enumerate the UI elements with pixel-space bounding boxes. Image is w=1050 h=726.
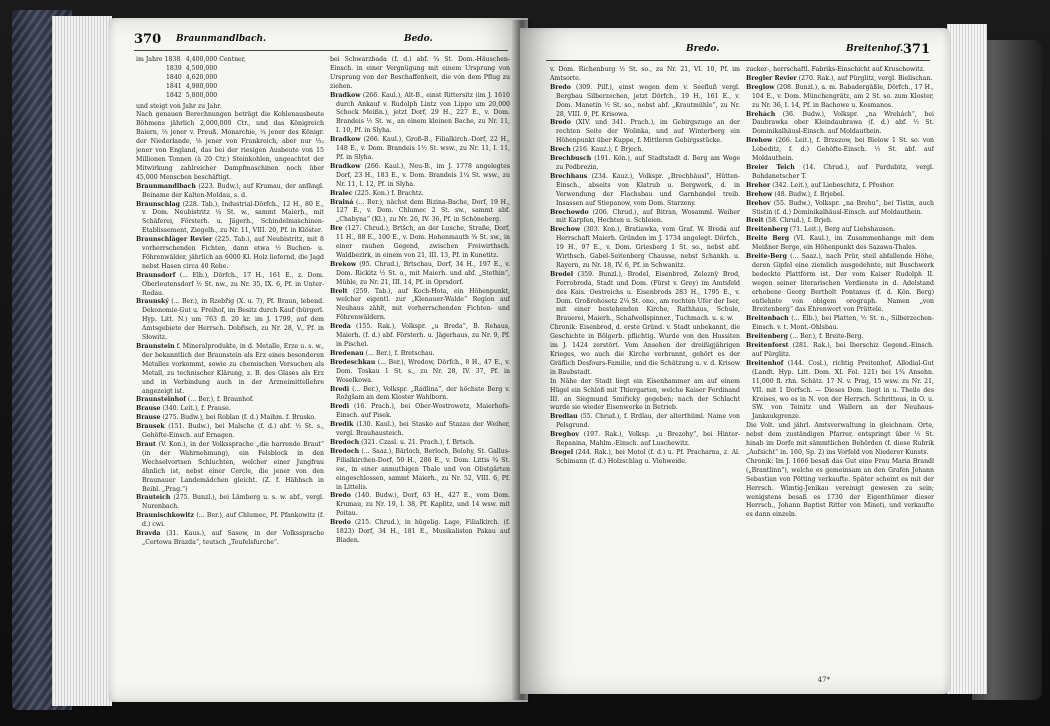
- entry-text: und steigt von Jahr zu Jahr.: [136, 102, 222, 110]
- dictionary-entry: [746, 182, 934, 191]
- dictionary-entry: [330, 225, 510, 261]
- entry-text: (... Ber.), f. Bretschau.: [365, 349, 435, 357]
- right-page-header: [546, 42, 930, 60]
- dictionary-entry: [746, 75, 934, 84]
- entry-headword: Bredik: [330, 421, 354, 429]
- dictionary-entry: [550, 66, 740, 84]
- dictionary-entry: [746, 66, 934, 75]
- entry-text: (266. Kaul.), Neu-B., im J. 1778 angelegtes Dorf, 23 H., 183 E., v. Dom. Brandeis 1¼ St. wsw., zu Nr. 11, I. 12, Pf. in Slyha.: [336, 162, 510, 188]
- entry-text: (V. Kon.), in der Volkssprache „die harrende Braut“ (in der Wahrnehmung), ein Felsblock in den Wechselvortsen Schluchten, welcher einer Jungfrau ähnlich ist, nebst einer Cercle, die jener von den Braunauer Landemädchen gleicht. (Z. f. Hähhsch in Beibl. „Prag.“): [142, 440, 324, 493]
- dictionary-entry: [136, 530, 324, 548]
- entry-text: (309. Pilf.), einst wegen dem v. Seefluß vergl. Bergbau Silberzechen, jetzt Dörfch., 19 H., 161 E., v. Dom. Manetin ½ St. so., nebst abf. „Krautmühle“, zu Nr. 28, VIII. 9, Pf. Krisowa.: [556, 83, 740, 118]
- signature-mark: 47*: [817, 676, 830, 684]
- left-running-head-right: Bedo.: [404, 34, 433, 44]
- entry-headword: Bradkow: [330, 91, 361, 99]
- stats-value: 4,980,000: [185, 82, 218, 90]
- entry-text: (275. Budw.), bei Roblan (f. d.) Maihm. f. Brusko.: [162, 414, 316, 422]
- left-header-rule: [134, 50, 508, 51]
- entry-headword: Brehách: [746, 110, 776, 118]
- entry-text: f. Mineralprodukte, in d. Metalle, Erze u. s. w., der bekanntlich der Braunstein als Erz eines besonderen Metalles vorkommt, sowie zu chemischen Versuchen als Metall, zu technischer Klärung, z. B. des Glases als Erz und in Verbindung auch in der Arzneimittellehre angezeigt ist.: [142, 343, 324, 395]
- entry-text: (234. Kauz.), Volkspr. „Brechhäusl“, Hütten-Einsch., abseits von Klatrub u. Bergwerk, d. in Verwendung der Flachsbau und Garnbandel treib. Insassen auf Stiepanow, vom Dom. Starzeny.: [556, 172, 740, 207]
- entry-text: (321. Czasl. u. 21. Prach.), f. Brtsch.: [361, 438, 475, 446]
- left-page-header: [134, 32, 508, 50]
- entry-headword: Breite Berg: [746, 235, 790, 243]
- dictionary-entry: [746, 342, 934, 360]
- dictionary-entry: [746, 111, 934, 138]
- dictionary-entry: [136, 423, 324, 441]
- entry-headword: Breite-Berg: [746, 253, 787, 261]
- entry-headword: Braunschläger Revier: [136, 236, 213, 244]
- entry-headword: Brekow: [330, 260, 357, 268]
- entry-headword: Brechowdo: [550, 208, 589, 216]
- open-book: [12, 10, 1042, 710]
- entry-text: (216. Kauz.), f. Brjech.: [572, 146, 644, 154]
- dictionary-entry: [746, 360, 934, 422]
- entry-headword: Breitenhof: [746, 359, 784, 367]
- dictionary-entry: [550, 431, 740, 449]
- entry-headword: Breitenforst: [746, 342, 789, 350]
- entry-text: (... Ber.), auf Chlumec, Pf. Pfankowitz (f. d.) cwi.: [142, 512, 324, 529]
- dictionary-entry: [330, 359, 510, 386]
- entry-headword: Brechow: [550, 226, 581, 234]
- entry-headword: Brechhaus: [550, 172, 588, 180]
- left-column-2: [330, 56, 510, 686]
- entry-text: (155. Rak.), Volkspr. „u Breda“, B. Rehaus, Maierh. (f. d.) abf. Försterh. u. Jägerhaus, zu Nr. 9, Pf. in Pischel.: [336, 323, 510, 348]
- dictionary-entry: [746, 191, 934, 200]
- entry-text: Chronik: Eisenbrod, d. erste Gründ. v. Stadt unbekannt, die Geschichte in Bölgerb. pflichtig. Wurde von den Hussiten im J. 1424 zerstört. Vom Ansehen der dreißigjährigen Krieges, wo auch die Kirche verbrannt, gehört es der Gräflich Desfours-Familie, und die Schätzung u. v. d. Krisow in Baubstadt.: [550, 324, 740, 376]
- entry-text: (244. Rak.), bei Motol (f. d.) u. Pf. Pracharna, z. Al. Schimann (f. d.) Holzschlag u. Viehweide.: [556, 448, 740, 465]
- entry-headword: Brech: [550, 146, 571, 154]
- entry-headword: Bredo: [330, 519, 351, 527]
- entry-headword: Brelt: [330, 287, 348, 295]
- stats-row: [136, 92, 250, 101]
- entry-text: Nach genauen Berechnungen beträgt die Kohlenausbeute Böhmens jährlich 2,000,000 Ctr., und das Königreich Baiern, ⅓ jener v. Preuß. Monarchie, ¼ jener des Königr. der Niederlande, ⅛ jener von Frankreich, aber nur ⅓₂ jener von England, das bei der riesigen Ausbeute von 15 Millionen Tonnen (à 20 Ctr.) Steinkohlen, ungeachtet der Mitwirkung zahlreicher Dampfmaschinen noch über 45,000 Menschen beschäftigt.: [136, 111, 324, 181]
- entry-headword: Breitenberg: [746, 333, 788, 341]
- stats-year: 1841: [166, 82, 182, 90]
- stats-value: 4,500,000: [185, 64, 218, 72]
- dictionary-entry: [550, 226, 740, 271]
- entry-text: (223. Budw.), auf Krumau, der anfängl. Beiname der Kalten-Moldau, s. d.: [142, 182, 324, 199]
- entry-headword: Braunmandlbach: [136, 182, 196, 190]
- entry-headword: Bredel: [550, 270, 574, 278]
- dictionary-entry: [746, 217, 934, 226]
- dictionary-entry: [136, 103, 324, 112]
- entry-text: (281. Rak.), bei Iberschiz Gegend.-Einsch. auf Pürglitz.: [752, 342, 934, 358]
- entry-headword: Braunský: [136, 298, 169, 306]
- entry-headword: Brehow: [746, 190, 773, 198]
- entry-text: Chronik: Im J. 1666 besaß das Gut eine Frau Maria Brandl („Brantlinn“), welche es gemeinsam an den Grafen Johann Sebastian von Pötting verkaufte. Später scheint es mit der Herrsch. Wimtig-Jenikau vereinigt gewesen zu sein; wenigstens besaß es 1730 der Eigenthümer dieser Herrsch., Johann Baptist Ritter von Mineti, und verkaufte es dann einzeln.: [746, 457, 934, 519]
- stats-value: 5,800,000: [185, 91, 218, 99]
- entry-text: (... Elb.), Dörfch., 17 H., 161 E., z. Dom. Oberleutensdorf ½ St. nw., zu Nr. 35, IX. 6, Pf. in Unter-Rodau.: [142, 271, 324, 297]
- entry-text: (342. Leit.), auf Liebeschitz, f. Přeshor.: [772, 181, 895, 189]
- dictionary-entry: [136, 272, 324, 299]
- entry-text: (266. Leit.), f. Brzezow, bei Bielow 1 St. so. von Lobeditz, f. d.) Gehöfte-Einsch. ½ St. abf. auf Moldauthein.: [752, 137, 934, 163]
- dictionary-entry: [330, 403, 510, 421]
- entry-text: (303. Kon.), Bratiawka, vom Graf. W. Breda auf Herrschaft Maierh. Gründen im J. 1734 angelegt. Dörfch., 19 H., 97 E., v. Dom. Griesberg 1 St. so., nebst abf. Wirthsch. Gabel-Seitenberg Chausse, nebst Schankh. u. Rayern, zu Nr. 18, IV. 6, Pf. in Schwanitz.: [556, 226, 740, 269]
- dictionary-entry: [136, 111, 324, 182]
- entry-text: In Nähe der Stadt liegt ein Eisenhammer am auf einem Hügel ein Schloß mit Thiergarten, welche Kaiser Ferdinand III. an Siegmund Smiřicky gegeben; nach der Schlacht wurde sie wieder Eisenwerke in Betrieb.: [550, 377, 740, 412]
- entry-text: (... Ber.), f. Braunhof.: [187, 396, 254, 404]
- entry-headword: Bregel: [550, 448, 574, 456]
- stats-row: [136, 65, 250, 74]
- entry-headword: Bredoch: [330, 447, 360, 455]
- entry-text: (16. Prach.), bei Ober-Wostrowetz, Maierhofs-Einsch. auf Pisek.: [336, 403, 510, 420]
- entry-text: (... Saaz.), Bärloch, Berloch, Belohy, St. Gallus-Filialkirchen-Dorf, 50 H., 286 E., v. Dom. Littis ¾ St. sw., in einer anmuthigen Thale und von Obstgärten eingeschlossen, sammt Maierh., zu Nr. 52, VIII. 6, Pf. in Littelis.: [336, 447, 510, 491]
- entry-text: (14. Chrud.), auf Pardubitz, vergl. Bohdanetscher T.: [752, 163, 934, 180]
- dictionary-entry: [550, 271, 740, 324]
- entry-text: (140. Budw.), Dorf, 63 H., 427 E., vom Dom. Krumau, zu Nr. 19, I. 38, Pf. Kaplitz, und 14 wsw. mit Poitau.: [336, 492, 510, 518]
- entry-headword: Braunsteinhof: [136, 396, 186, 404]
- entry-text: (225. Tab.), auf Neubistritz, mit 8 vorherrschenden Fichten, dann etwa ½ Buchen- u. Föhrenwälder, jährlich an 6000 Kl. Holz liefernd, die Jagd nebst Hasen circa 40 Rehe.: [142, 236, 324, 270]
- entry-headword: Brauteich: [136, 494, 171, 502]
- entry-text: (266. Kaul.), Groß-B., Filialkirch.-Dorf, 22 H., 148 E., v. Dom. Brandeis 1½ St. wsw., zu Nr. 11, I. 11, Pf. in Slyha.: [336, 136, 510, 161]
- dictionary-entry: [136, 512, 324, 530]
- dictionary-entry: [550, 84, 740, 120]
- right-running-head-right: Breitenhof.: [846, 44, 904, 54]
- dictionary-entry: [550, 209, 740, 227]
- dictionary-entry: [330, 350, 510, 359]
- entry-headword: Bralná: [330, 198, 354, 206]
- entry-headword: Breitenbach: [746, 315, 789, 323]
- entry-text: (225. Kon.) f. Brachtz.: [354, 189, 424, 197]
- entry-headword: Bredlau: [550, 413, 578, 421]
- entry-headword: Brause: [136, 414, 161, 422]
- right-page: [520, 28, 950, 694]
- entry-text: (95. Chrud.), Brtschau, Dorf, 34 H., 197 E., v. Dom. Rickitz ½ St. o., mit Maierh. und abf. „Stethin“, Mühle, zu Nr. 21, III. 14, Pf. in Oprsdorf.: [336, 260, 510, 286]
- entry-headword: Breghov: [550, 431, 579, 439]
- entry-headword: Bradkow: [330, 162, 361, 170]
- entry-text: (58. Chrud.), f. Brjeh.: [765, 217, 833, 225]
- entry-headword: Brause: [136, 405, 161, 413]
- dictionary-entry: [550, 449, 740, 467]
- entry-headword: Breier Teich: [746, 163, 795, 171]
- entry-text: (151. Budw.), bei Malsche (f. d.) abf. ½ St. s., Gehöfte-Einsch. auf Ernagen.: [142, 423, 324, 440]
- dictionary-entry: [330, 386, 510, 404]
- entry-text: (31. Kaus.), auf Sasow, in der Volkssprache „Certowa Brazda“, teutsch „Teufelsfurche“.: [142, 530, 324, 546]
- stats-row: [136, 74, 250, 83]
- entry-text: (... Ber.), nächst dem Bizina-Bache, Dorf, 19 H., 127 E., v. Dom. Chlumec 2 St. sw., sammt abf. „Chabyna“ (Kl.), zu Nr. 26, IV. 36, Pf. in Schöneberg.: [336, 198, 510, 224]
- entry-text: (215. Chrud.), in hügelig. Lage, Filialkirch. (f. 1823) Dorf, 34 H., 181 E., Musikalisten Pakau auf Bladen.: [336, 519, 510, 544]
- entry-headword: Brausek: [136, 423, 165, 431]
- dictionary-entry: [136, 441, 324, 494]
- left-page: [108, 18, 528, 702]
- dictionary-entry: [746, 137, 934, 164]
- dictionary-entry: [746, 422, 934, 458]
- dictionary-entry: [330, 190, 510, 199]
- entry-text: (71. Leit.), Berg auf Liebshausen.: [789, 226, 896, 234]
- entry-headword: Brechbusch: [550, 155, 592, 163]
- entry-headword: Braunsdorf: [136, 271, 176, 279]
- stats-row: [136, 83, 250, 92]
- dictionary-entry: [330, 56, 510, 92]
- entry-text: Die Volt. und jährl. Amtsverwaltung in gleichnam. Orte, nebst dem zuständigen Pfarrer, entspringt über ½ St. hinab im Dorfe mit sämmtlichen Behörden (f. diese Rubrik „Aufsicht“ in. 160, Sp. 2) ins Vorfeld von Niederer Kunsts.: [746, 422, 934, 456]
- entry-headword: Bre: [330, 225, 343, 233]
- dictionary-entry: [330, 163, 510, 190]
- entry-text: (340. Leit.), f. Prause.: [162, 405, 231, 413]
- dictionary-entry: [330, 439, 510, 448]
- coal-statistics-table: [136, 56, 250, 101]
- page-edges-left: [52, 16, 112, 706]
- dictionary-entry: [746, 226, 934, 235]
- entry-headword: Braunischkowitz: [136, 512, 195, 520]
- entry-text: (... Ber.), f. Breite-Berg.: [789, 333, 864, 341]
- dictionary-entry: [746, 315, 934, 333]
- dictionary-entry: [330, 323, 510, 350]
- entry-text: (208. Bunzl.), a. m. Babadergäßle, Dörfch., 17 H., 104 E., v. Dom. Münchengrätz, am 2 St. so. zum Kloster, zu Nr. 36, I. 14, Pf. in Bachowe u. Kosmanos.: [752, 83, 934, 109]
- entry-text: (... Ber.), in Rzebřig (X. u. 7), Pf. Braun, lebend. Dekonomie-Gut u. Freihof, im Besitz durch Kauf (bürgerl. Hyp. Litt. N.) um 763 fl. 20 kr. im J. 1799, auf dem Amtsgebiete der Herrsch. Dobřisch, zu Nr. 28, V., Pf. in Słowitz.: [142, 298, 324, 342]
- dictionary-entry: [550, 173, 740, 209]
- stats-year: 1839: [166, 64, 182, 72]
- entry-headword: Bredeschkau: [330, 358, 376, 366]
- entry-headword: Bredi: [330, 403, 350, 411]
- dictionary-entry: [746, 333, 934, 342]
- entry-text: (266. Kaul.), Alt-B., einst Rittersitz (im J. 1610 durch Ankauf v. Rudolph Lintz von Lippo um 20,000 Schock Meißn.), jetzt Dorf, 29 H., 227 E., v. Dom. Brandeis ½ St. w., an einem kleinen Bache, zu Nr. 11, I. 10, Pf. in Slyha.: [336, 91, 510, 135]
- entry-headword: Bregler Revier: [746, 74, 797, 82]
- dictionary-entry: [550, 324, 740, 377]
- entry-headword: Bravda: [136, 530, 161, 538]
- dictionary-entry: [746, 200, 934, 218]
- stats-year: 1842: [166, 91, 182, 99]
- entry-headword: Bredoch: [330, 438, 360, 446]
- entry-headword: Braut: [136, 440, 156, 448]
- entry-headword: Brehov: [746, 199, 771, 207]
- dictionary-entry: [330, 136, 510, 163]
- dictionary-entry: [330, 492, 510, 519]
- dictionary-entry: [136, 236, 324, 272]
- entry-text: (48. Budw.), f. Brjebel.: [774, 190, 845, 198]
- right-page-number: 371: [902, 42, 930, 57]
- left-running-head-left: Braunmandlbach.: [176, 34, 267, 44]
- entry-text: (359. Bunzl.), Brodel, Eisenbrod, Zeleznÿ Brod, Ferrobroda, Stadt und Dom. (Fürst v. Grey) im Amtsfeld des Kais. Oestreichs u. Eisenbrods 283 H., 1795 E., v. Dom. Großrohosetz 2¼ St. ono., am rechten Ufer der Iser, mit einer bestehenden Kirche, Rathhaus, Schule, Brauerei, Maierh., Schafwollspinner., Tuchmach. u. s. w.: [556, 270, 740, 323]
- entry-text: (130. Kaul.), bei Stasko auf Stazau der Weiher, vergl. Brauhausteich.: [336, 421, 510, 438]
- dictionary-entry: [550, 413, 740, 431]
- stats-year: im Jahre 1838: [136, 56, 181, 63]
- dictionary-entry: [550, 146, 740, 155]
- right-column-2: [746, 66, 934, 678]
- left-column-1: [136, 56, 324, 686]
- page-edges-right: [947, 24, 987, 694]
- dictionary-entry: [746, 253, 934, 315]
- entry-text: (... Saaz.), nach Prür, steil abfallende Höhe, deren Gipfel eine ziemlich ausgedehnte, mit Buschwerk bedeckte Plattform ist. Der vom Kaiser Rudolph II. wegen seiner literarischen Verdienste in d. Adelstand erhobene Georg Bertholt Pontanus (f. d. Kön. Berg) entlehnte von obigem orograph. Namen „von Breitenberg“ das Ehrenwort von Prättele.: [752, 253, 934, 314]
- entry-text: (... Ber.), Wredow, Dörfch., 8 H., 47 E., v. Dom. Toskau 1 St. s., zu Nr. 28, IV. 37, Pf. in Woselkowa.: [336, 358, 510, 384]
- entry-text: (197. Rak.), Volksp. „u Brezohy“, bei Hinter-Repanina, Mahlm.-Einsch. auf Luschewitz.: [556, 431, 740, 448]
- entry-headword: Breda: [330, 323, 351, 331]
- entry-text: (191. Kön.), auf Stadtstadt d. Berg am Wege zu Podbrezin.: [556, 155, 740, 171]
- dictionary-entry: [330, 448, 510, 493]
- dictionary-entry: [136, 343, 324, 396]
- dictionary-entry: [136, 405, 324, 414]
- stats-value: 4,620,000: [185, 73, 218, 81]
- stats-year: 1840: [166, 73, 182, 81]
- entry-text: (55. Budw.), Volkspr. „na Brehu“, bei Tistin, auch Stistin (f. d.) Dominikalhäusl-Einsch. auf Moldauthein.: [752, 199, 934, 216]
- dictionary-entry: [136, 396, 324, 405]
- entry-text: (... Elb.), bei Platten, ½ St. n., Silberzechen-Einsch. v. t. Mont.-Ohlsbau.: [752, 315, 934, 332]
- entry-headword: Bredo: [550, 83, 571, 91]
- stats-row: [136, 56, 250, 65]
- entry-text: (259. Tab.), auf Koch-Hota, ein Höhenpunkt, welcher eigentl. zur „Klenauer-Walde“ Region auf Neuhaus zählt, mit vorherrschenden Fichten- und Föhrenwäldern.: [336, 287, 510, 322]
- stats-value: 4,400,000 Centner,: [185, 56, 246, 63]
- entry-headword: Bredo: [330, 492, 351, 500]
- dictionary-entry: [330, 288, 510, 324]
- entry-headword: Braunschlag: [136, 200, 180, 208]
- dictionary-entry: [136, 201, 324, 237]
- entry-text: (206. Chrud.), auf Bitran, Wosamml. Weiher mit Karpfen, Hechten u. Schleien.: [556, 208, 740, 225]
- entry-text: zucker-, herrschaftl. Fabriks-Einschicht auf Kruschowitz.: [746, 66, 925, 73]
- dictionary-entry: [330, 421, 510, 439]
- entry-text: (VI. Kaul.), im Zusammenhange mit dem Meißner Berge, ein Höhenpunkt des Sazawa-Thales.: [752, 235, 934, 252]
- dictionary-entry: [330, 199, 510, 226]
- dictionary-entry: [330, 92, 510, 137]
- dictionary-entry: [136, 494, 324, 512]
- entry-text: v. Dom. Richenburg ½ St. so., zu Nr. 21, VI. 10, Pf. im Amtsorte.: [550, 66, 740, 82]
- entry-headword: Bradkow: [330, 136, 361, 144]
- right-running-head-left: Bredo.: [686, 44, 720, 54]
- dictionary-entry: [746, 235, 934, 253]
- entry-headword: Brehor: [746, 181, 771, 189]
- entry-text: (275. Bunzl.), bei Lämberg u. s. w. abf., vergl. Nurenbach.: [142, 494, 324, 511]
- entry-headword: Brehow: [746, 137, 773, 145]
- entry-text: (... Ber.), Volkspr. „Radlina“, der höchste Berg v. Rožgšam an dem Kloster Wahlborn.: [336, 385, 510, 402]
- dictionary-entry: [550, 155, 740, 173]
- entry-headword: Bredi: [330, 385, 350, 393]
- dictionary-entry: [746, 164, 934, 182]
- dictionary-entry: [136, 414, 324, 423]
- entry-text: (55. Chrud.), f. Brdlau, der alterthüml. Name von Pelsgrund.: [556, 413, 740, 430]
- dictionary-entry: [330, 261, 510, 288]
- entry-headword: Bralec: [330, 189, 353, 197]
- entry-text: (36. Budw.), Volkspr. „na Wrehách“, bei Daubrawka ober Kleindaubrawa (f. d.) abf. ½ St. Dominikalhäusl-Einsch. auf Moldauthein.: [752, 110, 934, 136]
- left-page-number: 370: [134, 32, 162, 47]
- entry-headword: Bredenau: [330, 349, 364, 357]
- dictionary-entry: [330, 519, 510, 546]
- dictionary-entry: [136, 298, 324, 343]
- dictionary-entry: [550, 119, 740, 146]
- entry-text: (228. Tab.), Industrial-Dörfch., 12 H., 80 E., v. Dom. Neubistritz ¼ St. w., sammt Maierh., mit Schäferei, Försterh. u. Jägerh., Schindelmaschinen-Etablissement, Ziegelh., zu Nr. 11, VIII. 20, Pf. in Klöster.: [142, 200, 324, 235]
- entry-headword: Breit: [746, 217, 764, 225]
- right-column-1: [550, 66, 740, 678]
- entry-text: (144. Cosl.), richtig Preitenhof, Allodial-Gut (Landt. Hyp. Litt. Dom. XI. Fol. 121) bei 1¾ Ansehn. 11,000 fl. rhn. Schätz. 17 N. v. Prag, 15 wsw. zu Nr. 21, VII. mit 1 Dorfsch. — Dieses Dom. liegt in u. Theile des Kreises, wo es in N. von der Herrsch. Schritteus, in O. u. SW. von Teinitz und Wallern an der Neuhaus-Jankaukgrenze.: [752, 359, 934, 421]
- entry-text: (XIV. und 341. Prach.), im Gebirgszuge an der rechten Seite der Wolinka, und auf Winterberg ein Höhenpunkt über Kuppe, f. Mittleren Gebirgsstücke.: [556, 119, 740, 145]
- dictionary-entry: [136, 183, 324, 201]
- entry-headword: Breitenberg: [746, 226, 788, 234]
- entry-text: (270. Rak.), auf Pürglitz, vergl. Bielischan.: [798, 74, 933, 82]
- right-header-rule: [546, 60, 930, 61]
- entry-text: bei Schwarzbada (f. d.) abf. ¾ St. Dom.-Häuschen-Einsch. in einer Vergnügung mit einem Ursprung von Ursprung von der Beschaffenheit, die von dem Pflug zu ziehen.: [330, 56, 510, 90]
- entry-headword: Breglow: [746, 83, 775, 91]
- dictionary-entry: [746, 84, 934, 111]
- entry-headword: Braunstein: [136, 343, 175, 350]
- entry-text: (127. Chrud.), Brtšch, an der Lusche, Straße, Dorf, 11 H., 88 E., 100 E., v. Dom. Hohenmauth ⅜ St. sw., in einer rauhen Gegend, zwischen Freiwirthsch. Waldbezirk, in einem von 21, III. 13, Pf. in Kunetitz.: [336, 225, 510, 259]
- dictionary-entry: [746, 458, 934, 520]
- entry-headword: Bredo: [550, 119, 571, 127]
- dictionary-entry: [550, 378, 740, 414]
